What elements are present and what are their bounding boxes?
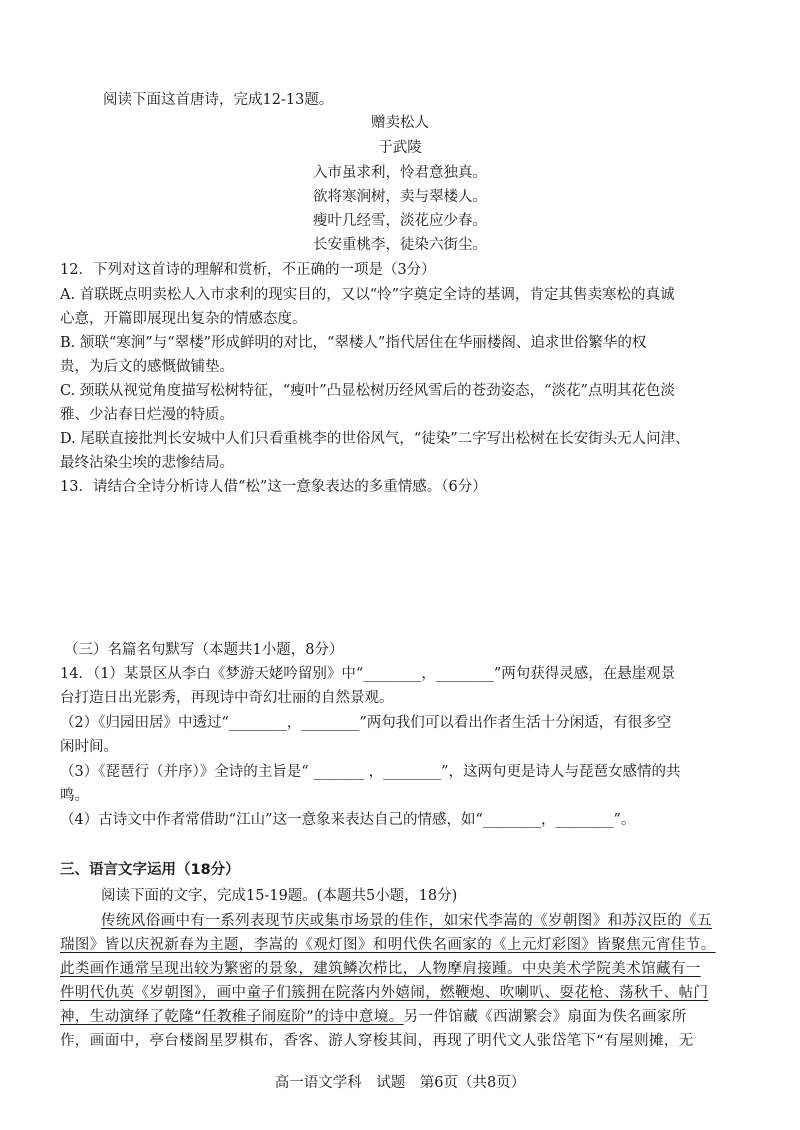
passage-line bbox=[60, 959, 701, 979]
section-3-title: （三）名篇名句默写（本题共1小题，8分） bbox=[64, 642, 344, 658]
option-d-cont: 最终沾染尘埃的悲惨结局。 bbox=[60, 455, 234, 471]
passage-line bbox=[60, 1031, 694, 1051]
poem-line: 长安重桃李，徒染六街尘。 bbox=[313, 237, 487, 253]
option-a: A. 首联既点明卖松人入市求利的现实目的，又以“怜”字奠定全诗的基调，肯定其售卖寒松的真诚 bbox=[60, 287, 675, 303]
poem-author: 于武陵 bbox=[378, 140, 422, 156]
passage-text: 另一件馆藏《西湖繁会》扇面为佚名画家所 bbox=[403, 1009, 687, 1025]
page-footer: 高一语文学科 试题 第6页（共8页） bbox=[274, 1075, 526, 1091]
reading-instruction: 阅读下面这首唐诗，完成12-13题。 bbox=[103, 92, 334, 108]
passage-line bbox=[60, 935, 716, 955]
passage-instruction: 阅读下面的文字，完成15-19题。(本题共5小题，18分) bbox=[101, 888, 458, 904]
option-b: B. 颔联“寒涧”与“翠楼”形成鲜明的对比，“翠楼人”指代居住在华丽楼阁、追求世俗繁华的权 bbox=[60, 335, 647, 351]
option-c-cont: 雅、少沾春日烂漫的特质。 bbox=[60, 407, 234, 423]
question-14-part3-cont: 鸣。 bbox=[60, 788, 89, 804]
option-d: D. 尾联直接批判长安城中人们只看重桃李的世俗风气，“徒染”二字写出松树在长安街头无人问津、 bbox=[60, 431, 690, 447]
poem-line: 欲将寒涧树，卖与翠楼人。 bbox=[313, 189, 487, 205]
passage-line bbox=[60, 1007, 687, 1027]
option-a-cont: 心意，开篇即展现出复杂的情感态度。 bbox=[60, 311, 307, 327]
underlined-text: 瑞图》皆以庆祝新春为主题，李嵩的《观灯图》和明代佚名画家的《上元灯彩图》皆聚焦元宵佳节。 bbox=[60, 937, 716, 953]
question-14-part4: （4）古诗文中作者常借助“江山”这一意象来表达自己的情感，如“________，________”。 bbox=[60, 812, 636, 828]
underlined-text: 此类画作通常呈现出较为繁密的景象，建筑鳞次栉比，人物摩肩接踵。中央美术学院美术馆藏有一 bbox=[60, 961, 701, 977]
passage-text: 作，画面中，亭台楼阁星罗棋布，香客、游人穿梭其间，再现了明代文人张岱笔下“有屋则摊，无 bbox=[60, 1033, 694, 1049]
option-b-cont: 贵，为后文的感慨做铺垫。 bbox=[60, 359, 234, 375]
poem-line: 瘦叶几经雪，淡花应少春。 bbox=[313, 213, 487, 229]
section-heading: 三、语言文字运用（18分） bbox=[60, 862, 240, 878]
question-12-stem: 12．下列对这首诗的理解和赏析，不正确的一项是（3分） bbox=[60, 262, 436, 278]
passage-line bbox=[60, 983, 708, 1003]
question-14-part2-cont: 闲时间。 bbox=[60, 739, 118, 755]
poem-title: 赠卖松人 bbox=[371, 115, 429, 131]
question-14-part3: （3）《琵琶行（并序）》全诗的主旨是“ _______ ，________”，这两句更是诗人与琵琶女感情的共 bbox=[60, 764, 681, 780]
passage-line bbox=[101, 911, 712, 931]
underlined-text: 件明代仇英《岁朝图》，画中童子们簇拥在院落内外嬉闹，燃鞭炮、吹喇叭、耍花枪、荡秋千、帖门 bbox=[60, 985, 709, 1001]
question-14-part2: （2）《归园田居》中透过“________，________”两句我们可以看出作者生活十分闲适，有很多空 bbox=[60, 715, 672, 731]
underlined-text: 传统风俗画中有一系列表现节庆或集市场景的佳作，如宋代李嵩的《岁朝图》和苏汉臣的《五 bbox=[101, 913, 712, 929]
poem-line: 入市虽求利，怜君意独真。 bbox=[313, 165, 487, 181]
question-13: 13．请结合全诗分析诗人借“松”这一意象表达的多重情感。（6分） bbox=[60, 479, 487, 495]
underlined-text: 神，生动演绎了乾隆“任教稚子闹庭阶”的诗中意境。 bbox=[60, 1009, 404, 1025]
option-c: C. 颈联从视觉角度描写松树特征，“瘦叶”凸显松树历经风雪后的苍劲姿态，“淡花”点明其花色淡 bbox=[60, 383, 675, 399]
question-14-part1-cont: 台打造日出光影秀，再现诗中奇幻壮丽的自然景观。 bbox=[60, 690, 394, 706]
question-14-part1: 14．（1）某景区从李白《梦游天姥吟留别》中“________，________”两句获得灵感，在悬崖观景 bbox=[60, 666, 676, 682]
